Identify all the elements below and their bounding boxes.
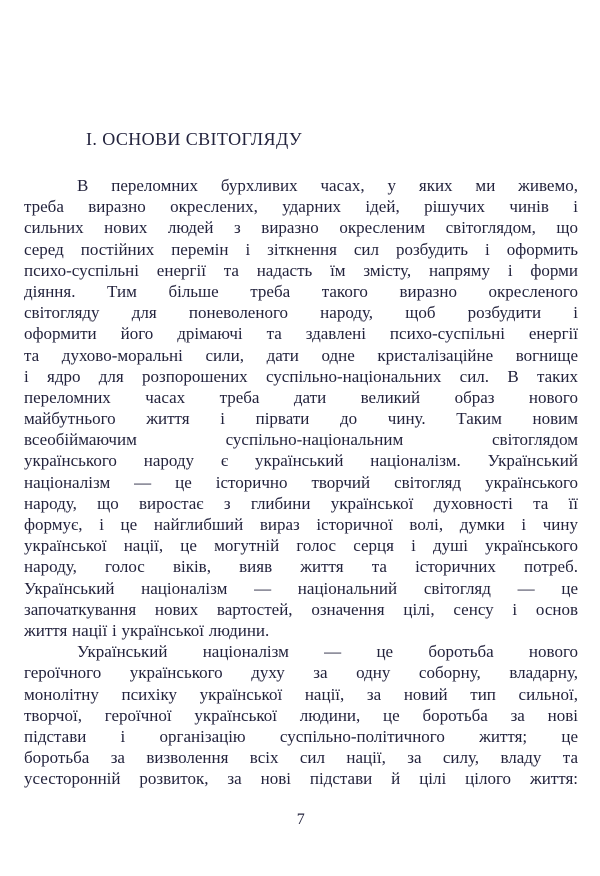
paragraph-1 — [24, 175, 578, 641]
text-line: народу, голос віків, вияв життя та історичних потреб. — [24, 557, 578, 577]
text-line: всеобіймаючим суспільно-національним світоглядом — [24, 430, 578, 450]
text-line: сильних нових людей з виразно окресленим світоглядом, що — [24, 218, 578, 238]
text-line: українського народу є український націоналізм. Український — [24, 451, 578, 471]
chapter-heading: І. ОСНОВИ СВІТОГЛЯДУ — [86, 129, 302, 149]
text-line: В переломних бурхливих часах, у яких ми живемо, — [77, 176, 578, 195]
text-line: української нації, це могутній голос серця і душі українського — [24, 536, 578, 556]
text-line: формує, і це найглибший вираз історичної волі, думки і чину — [24, 515, 578, 534]
text-line: переломних часах треба дати великий образ нового — [24, 387, 578, 407]
text-line: творчої, героїчної української людини, це боротьба за нові — [24, 705, 578, 725]
text-line: та духово-моральні сили, дати одне кристалізаційне вогнище — [24, 345, 578, 365]
text-line: життя нації і української людини. — [24, 620, 270, 640]
text-line: світогляду для поневоленого народу, щоб розбудити і — [24, 303, 578, 323]
text-line: Український націоналізм — національний світогляд — це — [24, 578, 578, 598]
text-line: націоналізм — це історично творчий світогляд українського — [24, 472, 578, 492]
text-line: боротьба за визволення всіх сил нації, за силу, владу та — [24, 748, 578, 768]
text-line: усесторонній розвиток, за нові підстави й цілі цілого життя: — [24, 769, 578, 789]
text-line: Український націоналізм — це боротьба нового — [77, 642, 578, 662]
text-line: оформити його дрімаючі та здавлені психо-суспільні енергії — [24, 324, 578, 344]
text-line: започаткування нових вартостей, означення цілі, сенсу і основ — [24, 599, 578, 619]
text-line: народу, що виростає з глибини української духовності та її — [24, 493, 578, 513]
text-line: серед постійних перемін і зіткнення сил розбудить і оформить — [24, 239, 578, 259]
text-line: підстави і організацію суспільно-політичного життя; це — [24, 726, 578, 746]
text-line: треба виразно окреслених, ударних ідей, рішучих чинів і — [24, 197, 578, 217]
text-line: майбутнього життя і пірвати до чину. Таким новим — [24, 409, 578, 429]
page-number: 7 — [296, 811, 306, 829]
text-line: і ядро для розпорошених суспільно-національних сил. В таких — [24, 366, 578, 386]
text-line: діяння. Тим більше треба такого виразно окресленого — [24, 281, 578, 301]
text-line: психо-суспільні енергії та надасть їм змісту, напряму і форми — [24, 260, 578, 280]
text-line: героїчного українського духу за одну соборну, владарну, — [24, 663, 578, 683]
text-line: монолітну психіку української нації, за новий тип сильної, — [24, 684, 578, 704]
paragraph-2 — [24, 641, 578, 789]
